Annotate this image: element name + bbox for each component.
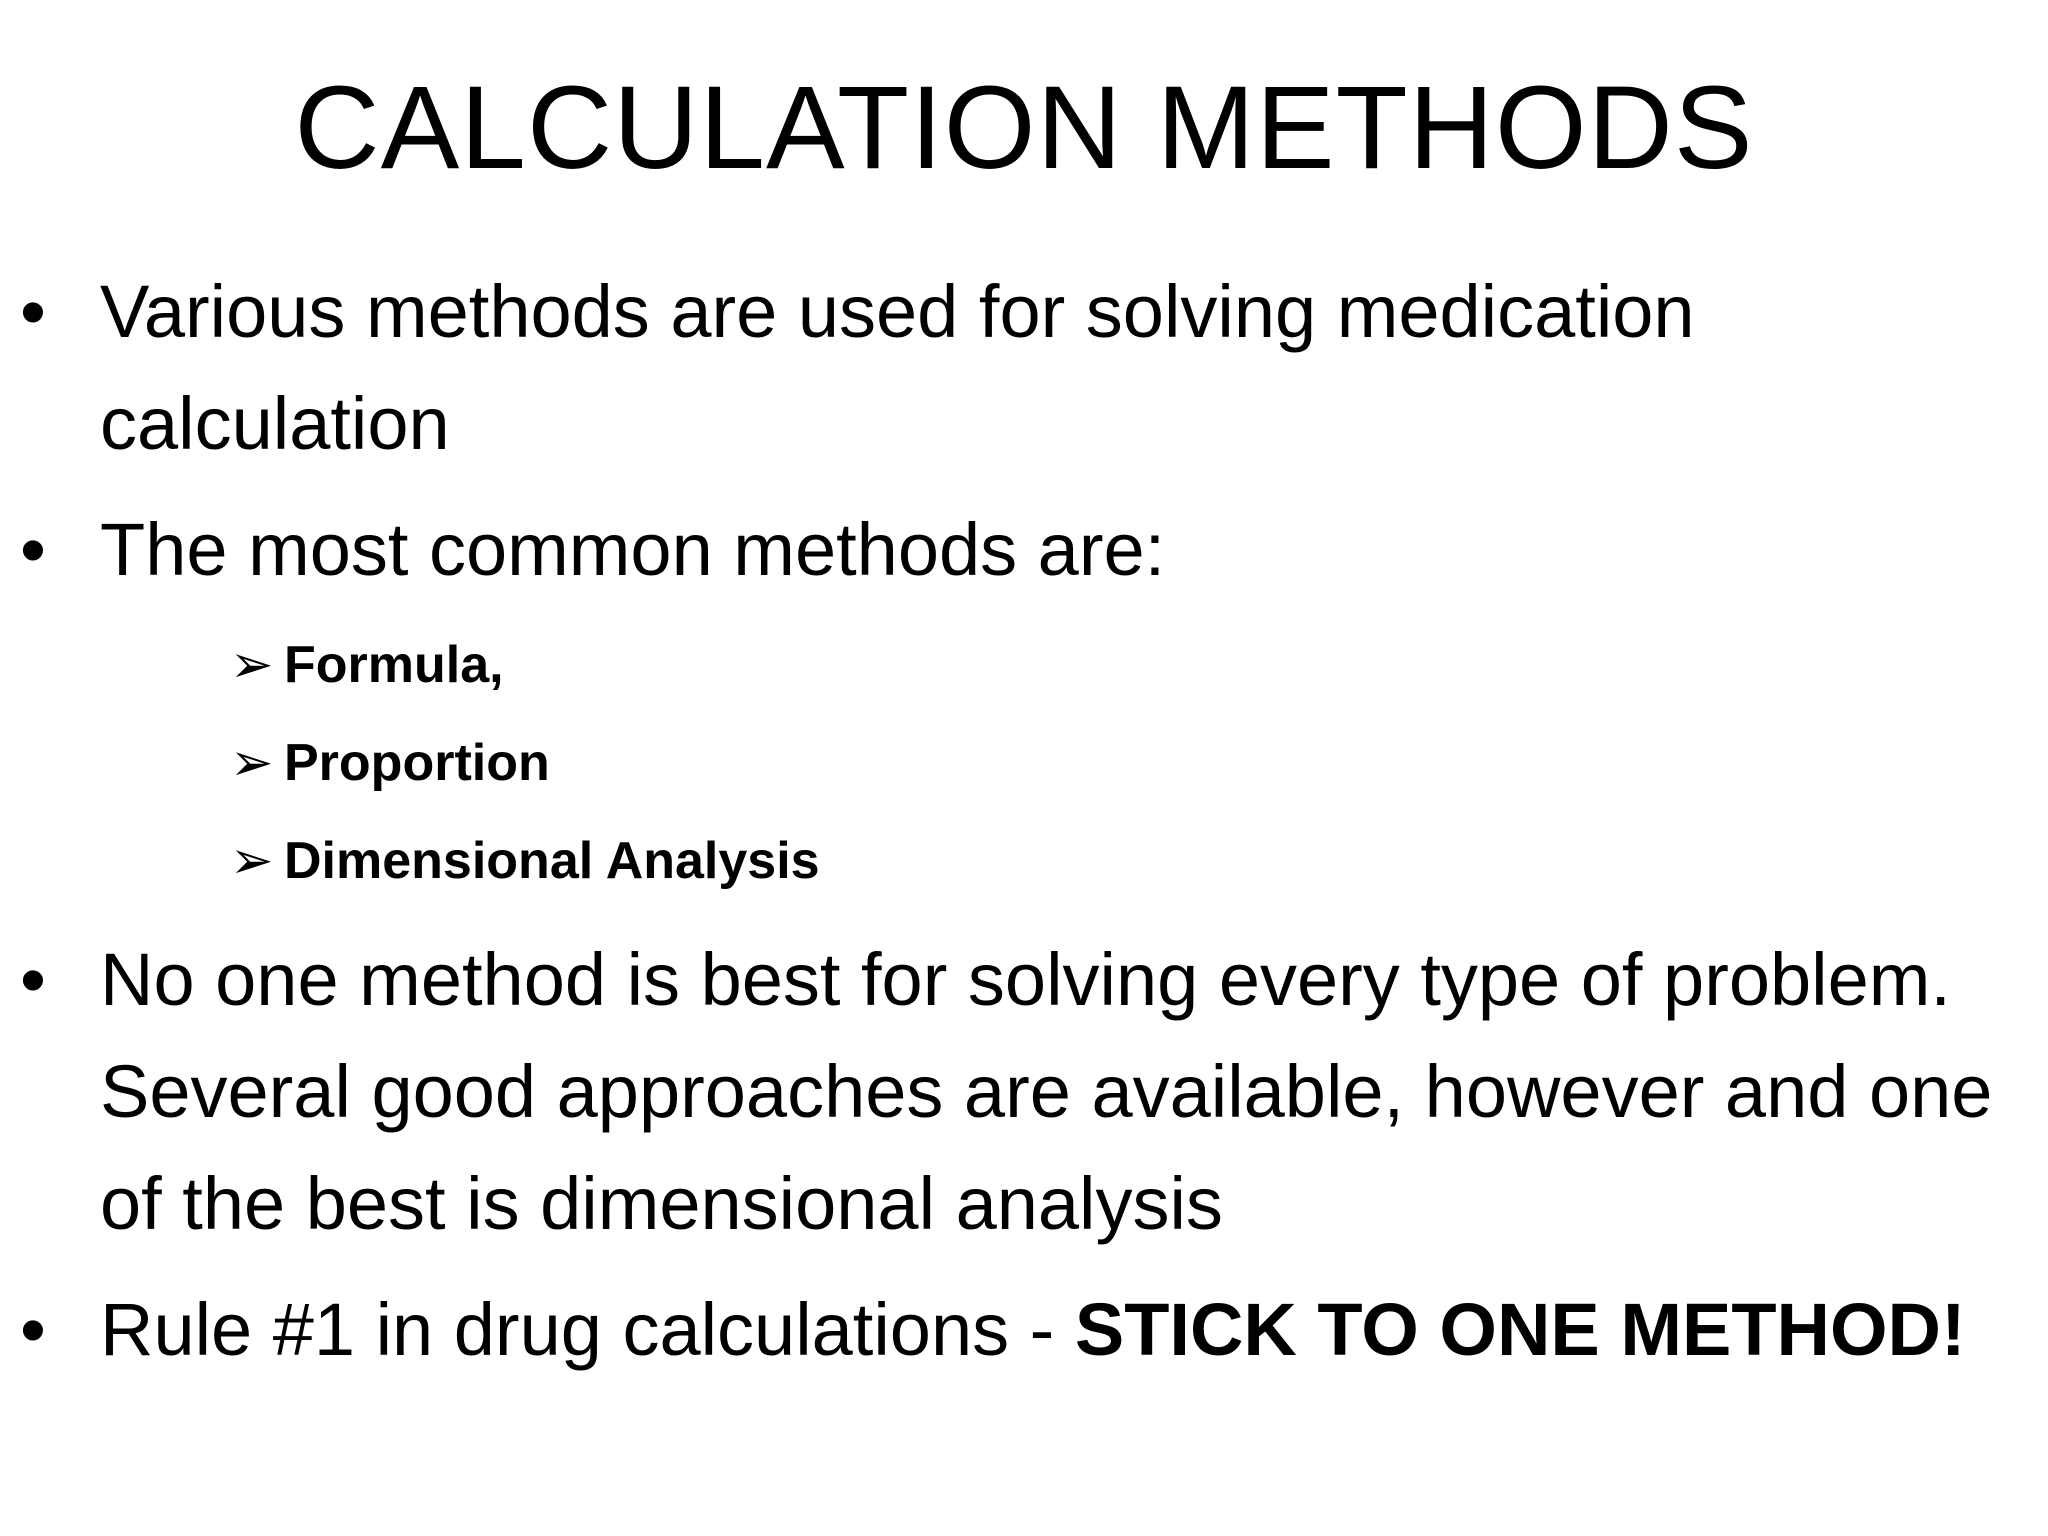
sub-bullet-list bbox=[20, 616, 2030, 910]
bullet-text: Various methods are used for solving medication calculation bbox=[100, 270, 1695, 465]
emphasis-text: STICK TO ONE METHOD! bbox=[1074, 1288, 1966, 1371]
slide-title: CALCULATION METHODS bbox=[294, 62, 1754, 194]
bullet-item bbox=[20, 1274, 2030, 1386]
sub-bullet-item bbox=[230, 714, 2030, 812]
bullet-item bbox=[20, 494, 2030, 606]
bullet-item bbox=[20, 924, 2030, 1260]
slide-content bbox=[20, 256, 2030, 1400]
sub-bullet-item bbox=[230, 616, 2030, 714]
sub-bullet-text: Proportion bbox=[284, 734, 550, 792]
sub-bullet-text: Dimensional Analysis bbox=[284, 832, 820, 890]
bullet-item bbox=[20, 256, 2030, 480]
arrow-bullet-icon: ➢ bbox=[230, 832, 274, 890]
bullet-dot-icon: • bbox=[20, 1288, 46, 1371]
sub-bullet-text: Formula, bbox=[284, 636, 504, 694]
bullet-text: The most common methods are: bbox=[100, 508, 1166, 591]
bullet-dot-icon: • bbox=[20, 938, 46, 1021]
bullet-text-part: Rule #1 in drug calculations - bbox=[100, 1288, 1075, 1371]
bullet-text bbox=[100, 924, 2030, 1260]
sub-bullet-item bbox=[230, 812, 2030, 910]
bullet-dot-icon: • bbox=[20, 508, 46, 591]
arrow-bullet-icon: ➢ bbox=[230, 734, 274, 792]
bullet-dot-icon: • bbox=[20, 270, 46, 353]
arrow-bullet-icon: ➢ bbox=[230, 636, 274, 694]
bullet-text bbox=[100, 1274, 2030, 1386]
bullet-text-part: No one method is best for solving every type of problem. Several good approaches are available, however and one of the best is dimensional analysis bbox=[100, 938, 1993, 1245]
